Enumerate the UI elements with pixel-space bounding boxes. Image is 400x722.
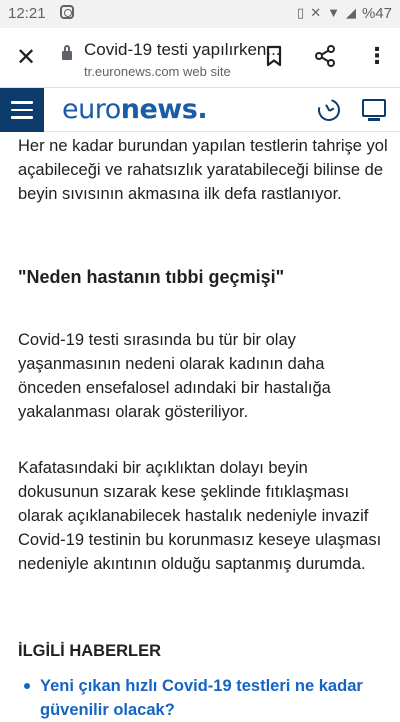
status-bar	[0, 0, 400, 28]
bookmark-icon	[262, 44, 286, 68]
close-tab-button[interactable]: ✕	[15, 44, 37, 71]
vibrate-icon: ▯	[297, 5, 305, 20]
mute-icon: ✕	[310, 5, 322, 20]
more-menu-button[interactable]: ⋮	[366, 43, 388, 68]
battery-level: %47	[361, 4, 392, 22]
live-tv-icon[interactable]	[362, 99, 386, 117]
hamburger-menu-icon[interactable]	[0, 88, 44, 132]
article-paragraph: Kafatasındaki bir açıklıktan dolayı beyin dokusunun sızarak kese şeklinde fıtıklaşması olarak açıklanabilecek hastalık nedeniyle invazif Covid-19 testinin bu korunmasız keseye ulaşması nedeniyle akıntının olduğu saptanmış durumda.	[18, 459, 382, 573]
browser-toolbar	[0, 28, 400, 88]
status-time: 12:21	[8, 5, 46, 22]
related-news-title: İLGİLİ HABERLER	[18, 642, 161, 660]
site-header	[0, 88, 400, 132]
instagram-notification-icon	[60, 5, 74, 19]
status-indicators	[297, 4, 392, 22]
latest-news-clock-icon[interactable]	[314, 95, 344, 125]
share-icon	[313, 44, 337, 68]
share-button[interactable]	[313, 44, 339, 72]
article-subheading: "Neden hastanın tıbbi geçmişi"	[18, 267, 285, 287]
wifi-icon: ▼	[327, 5, 340, 20]
signal-icon: ◢	[345, 5, 356, 20]
euronews-logo[interactable]: euronews.	[62, 94, 208, 125]
lock-icon[interactable]	[62, 50, 72, 62]
page-title[interactable]: Covid-19 testi yapılırken...	[84, 40, 281, 59]
article-paragraph: Covid-19 testi sırasında bu tür bir olay yaşanmasının nedeni olarak kadının daha önceden ensefalosel adındaki bir hastalığa yakalanması olarak gösteriliyor.	[18, 331, 331, 421]
bookmark-button[interactable]	[262, 44, 286, 72]
page-url[interactable]: tr.euronews.com web site	[84, 64, 231, 79]
related-news-list	[18, 674, 388, 722]
article-paragraph: Her ne kadar burundan yapılan testlerin tahrişe yol açabileceği ve rahatsızlık yaratabileceği bilinse de beyin sıvısının akmasına ilk defa rastlanıyor.	[18, 137, 388, 203]
related-news-link[interactable]: Yeni çıkan hızlı Covid-19 testleri ne kadar güvenilir olacak?	[18, 674, 388, 722]
